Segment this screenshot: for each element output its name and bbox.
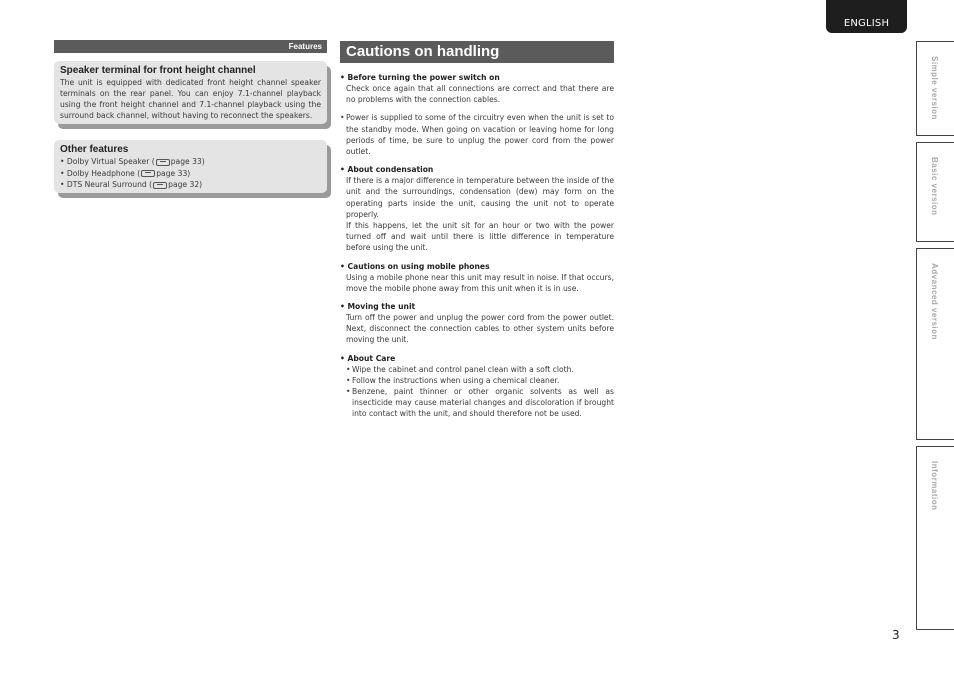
side-tab-label: Basic version [930, 157, 939, 216]
side-tab-label: Simple version [930, 56, 939, 120]
language-tab[interactable]: ENGLISH [826, 0, 907, 33]
section-text: If there is a major difference in temperature between the inside of the unit and the surroundings, condensation (dew) may form on the operating parts inside the unit, causing the unit not to operate properly. [346, 176, 614, 219]
section-text: If this happens, let the unit sit for an hour or two with the power turned off and wait until there is little difference in temperature before using the unit. [346, 221, 614, 253]
page-reference-link[interactable]: page 32) [168, 180, 203, 189]
bullet-icon: • [346, 375, 351, 385]
other-features-list [60, 156, 321, 191]
section-care [340, 353, 614, 420]
section-text: Check once again that all connections are correct and that there are no problems with the connection cables. [346, 84, 614, 105]
bullet-icon: • [346, 364, 351, 374]
bullet-paragraph: • Power is supplied to some of the circuitry even when the unit is set to the standby mode. When going on vacation or leaving home for long periods of time, be sure to unplug the power cord from the power outlet. [340, 113, 614, 157]
list-item: • Wipe the cabinet and control panel clean with a soft cloth. [346, 364, 574, 374]
side-tab-advanced-version[interactable] [916, 248, 954, 440]
other-features-box [54, 140, 327, 193]
section-mobile-phones [340, 261, 614, 294]
front-height-box [54, 61, 327, 124]
list-item: • Follow the instructions when using a chemical cleaner. [346, 375, 560, 385]
section-condensation [340, 164, 614, 253]
section-moving [340, 301, 614, 346]
page-reference-link[interactable]: page 33) [156, 168, 191, 178]
list-item: • Dolby Virtual Speaker ( page 33) [60, 157, 205, 166]
front-height-text: The unit is equipped with dedicated front height channel speaker terminals on the rear panel. You can enjoy 7.1-channel playback using the front height channel and 7.1-channel playback using the surround back channel, without having to reconnect the speakers. [60, 78, 321, 120]
section-title: • Moving the unit [340, 302, 416, 312]
side-tab-basic-version[interactable] [916, 142, 954, 242]
other-features-title: Other features [60, 144, 129, 155]
cautions-content [340, 72, 614, 427]
section-power-switch [340, 72, 614, 157]
list-item: • DTS Neural Surround ( page 32) [60, 180, 203, 189]
page-reference-link[interactable]: page 33) [170, 157, 205, 166]
section-text: Turn off the power and unplug the power cord from the power outlet. Next, disconnect the connection cables to other system units before moving the unit. [346, 313, 614, 345]
side-tab-information[interactable] [916, 446, 954, 630]
list-item: • Benzene, paint thinner or other organic solvents as well as insecticide may cause material changes and discoloration if brought into contact with the unit, and should therefore not be used. [346, 387, 614, 419]
side-tab-label: Advanced version [930, 263, 939, 340]
list-item: • Dolby Headphone ( page 33) [60, 168, 191, 178]
bullet-icon: • [346, 387, 351, 397]
bullet-icon: • [340, 113, 345, 123]
page-number: 3 [892, 628, 900, 642]
section-title: • About condensation [340, 165, 434, 175]
section-text: Using a mobile phone near this unit may result in noise. If that occurs, move the mobile phone away from this unit when it is in use. [346, 272, 614, 293]
features-section-label: Features [54, 40, 327, 53]
page-reference-icon [156, 159, 170, 166]
page-reference-icon [141, 170, 155, 177]
section-title: • Cautions on using mobile phones [340, 261, 490, 271]
page-title: Cautions on handling [340, 41, 614, 63]
side-tab-label: Information [930, 461, 939, 511]
section-title: • Before turning the power switch on [340, 73, 500, 82]
side-tab-simple-version[interactable] [916, 41, 954, 136]
section-title: • About Care [340, 353, 396, 363]
front-height-title: Speaker terminal for front height channel [60, 65, 256, 76]
page-reference-icon [153, 182, 167, 189]
care-list [340, 364, 614, 420]
